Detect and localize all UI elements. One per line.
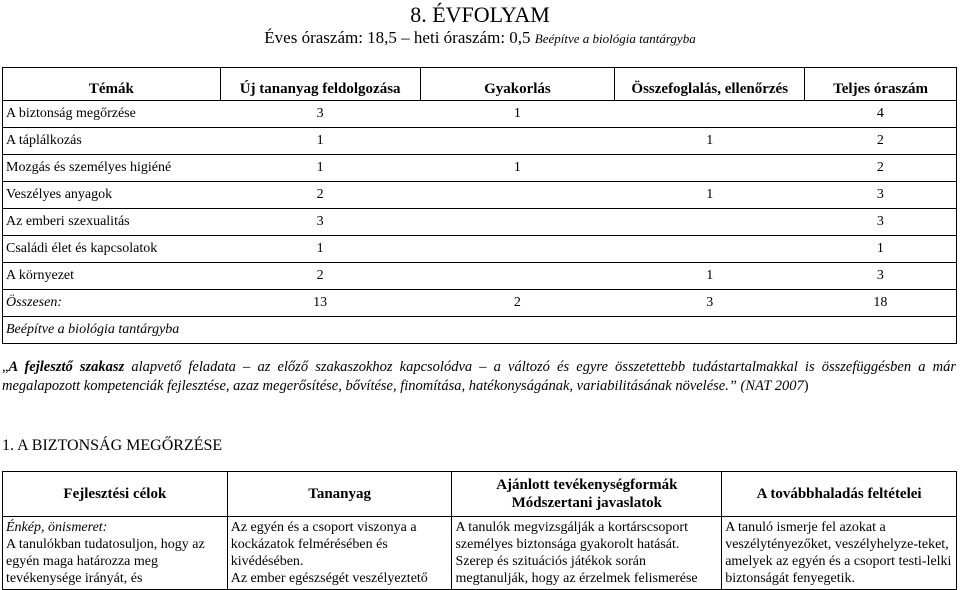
row-topic: Az emberi szexualitás <box>3 209 221 236</box>
row-total: 3 <box>805 209 957 236</box>
row-practice: 1 <box>420 101 615 128</box>
row-total: 18 <box>805 290 957 317</box>
row-total: 4 <box>805 101 957 128</box>
hours-table <box>2 67 957 344</box>
table-row <box>3 263 957 290</box>
quote-source: NAT 2007 <box>745 378 804 394</box>
row-summary <box>615 101 805 128</box>
row-total: 3 <box>805 263 957 290</box>
plan-cell-goals <box>3 517 228 590</box>
row-summary <box>615 209 805 236</box>
row-total: 2 <box>805 128 957 155</box>
row-practice <box>420 263 615 290</box>
col-topics: Témák <box>3 68 221 101</box>
plan-cell-curriculum <box>227 517 452 590</box>
row-new: 2 <box>220 263 420 290</box>
col-progress-conditions: A továbbhaladás feltételei <box>722 472 957 517</box>
row-topic: Mozgás és személyes higiéné <box>3 155 221 182</box>
row-practice <box>420 182 615 209</box>
row-summary <box>615 155 805 182</box>
row-practice <box>420 209 615 236</box>
row-topic: Veszélyes anyagok <box>3 182 221 209</box>
row-new <box>220 317 420 344</box>
note-row <box>3 317 957 344</box>
hours-note: Beépítve a biológia tantárgyba <box>534 31 696 46</box>
curriculum-text-2: Az ember egészségét veszélyeztető <box>230 571 428 586</box>
col-summary: Összefoglalás, ellenőrzés <box>615 68 805 101</box>
row-summary: 1 <box>615 182 805 209</box>
row-summary <box>615 236 805 263</box>
annual-hours-line <box>0 28 960 48</box>
col-curriculum: Tananyag <box>227 472 452 517</box>
row-summary: 1 <box>615 263 805 290</box>
goal-label: Énkép, önismeret: <box>6 520 108 535</box>
row-new: 13 <box>220 290 420 317</box>
quote-close: ) <box>803 378 809 394</box>
row-topic: Összesen: <box>3 290 221 317</box>
plan-table <box>2 471 957 590</box>
activities-text-2: Szerep és szituációs játékok során megtanulják, hogy az érzelmek felismerése <box>455 554 698 586</box>
col-total: Teljes óraszám <box>805 68 957 101</box>
plan-header-row <box>3 472 957 517</box>
table-row <box>3 209 957 236</box>
curriculum-text: Az egyén és a csoport viszonya a kockázatok felmérésében és kivédésében. <box>230 520 417 569</box>
activities-text: A tanulók megvizsgálják a kortárscsoport személyes biztonsága gyakorolt hatását. <box>455 520 688 552</box>
section-title: 1. A BIZTONSÁG MEGŐRZÉSE <box>2 437 223 454</box>
table-row <box>3 128 957 155</box>
row-new: 1 <box>220 155 420 182</box>
row-new: 3 <box>220 209 420 236</box>
goal-text: A tanulókban tudatosuljon, hogy az egyén maga határozza meg tevékenysége irányát, és <box>6 537 205 586</box>
row-topic: A környezet <box>3 263 221 290</box>
col-practice: Gyakorlás <box>420 68 615 101</box>
row-summary: 1 <box>615 128 805 155</box>
row-total <box>805 317 957 344</box>
totals-row <box>3 290 957 317</box>
quote-lead: A fejlesztő szakasz <box>8 359 125 375</box>
row-practice <box>420 317 615 344</box>
row-total: 1 <box>805 236 957 263</box>
plan-row <box>3 517 957 590</box>
hours-header-row <box>3 68 957 101</box>
grade-title: 8. ÉVFOLYAM <box>410 2 550 27</box>
row-total: 3 <box>805 182 957 209</box>
row-practice: 1 <box>420 155 615 182</box>
table-row <box>3 155 957 182</box>
row-topic: A biztonság megőrzése <box>3 101 221 128</box>
quote-open: „ <box>2 359 9 375</box>
quote-body: alapvető feladata – az előző szakaszokhoz kapcsolódva – a változó és egyre összetettebb tudástartalmakkal is összefüggésben a már megalapozott kompetenciák fejlesztése, azaz megerősítése, bővítése, finomítása, hatékonyságának, variabilitásának növelése.” ( <box>2 359 956 394</box>
row-practice: 2 <box>420 290 615 317</box>
col-activities <box>452 472 722 517</box>
row-new: 3 <box>220 101 420 128</box>
row-practice <box>420 128 615 155</box>
row-topic: A táplálkozás <box>3 128 221 155</box>
table-row <box>3 236 957 263</box>
row-topic: Beépítve a biológia tantárgyba <box>3 317 221 344</box>
row-total: 2 <box>805 155 957 182</box>
row-practice <box>420 236 615 263</box>
col-development-goals: Fejlesztési célok <box>3 472 228 517</box>
conditions-text: A tanuló ismerje fel azokat a veszélytényezőket, veszélyhelyze-teket, amelyek az egyén és a csoport testi-lelki biztonságát fenyegetik. <box>725 520 952 586</box>
col-new-material: Új tananyag feldolgozása <box>220 68 420 101</box>
table-row <box>3 101 957 128</box>
row-summary: 3 <box>615 290 805 317</box>
row-topic: Családi élet és kapcsolatok <box>3 236 221 263</box>
row-summary <box>615 317 805 344</box>
nat-quote <box>2 358 956 396</box>
row-new: 2 <box>220 182 420 209</box>
table-row <box>3 182 957 209</box>
hours-text: Éves óraszám: 18,5 – heti óraszám: 0,5 <box>264 28 531 47</box>
row-new: 1 <box>220 236 420 263</box>
col-activities-line1: Ajánlott tevékenységformák <box>496 477 678 493</box>
col-activities-line2: Módszertani javaslatok <box>511 495 663 511</box>
plan-cell-conditions <box>722 517 957 590</box>
plan-cell-activities <box>452 517 722 590</box>
row-new: 1 <box>220 128 420 155</box>
